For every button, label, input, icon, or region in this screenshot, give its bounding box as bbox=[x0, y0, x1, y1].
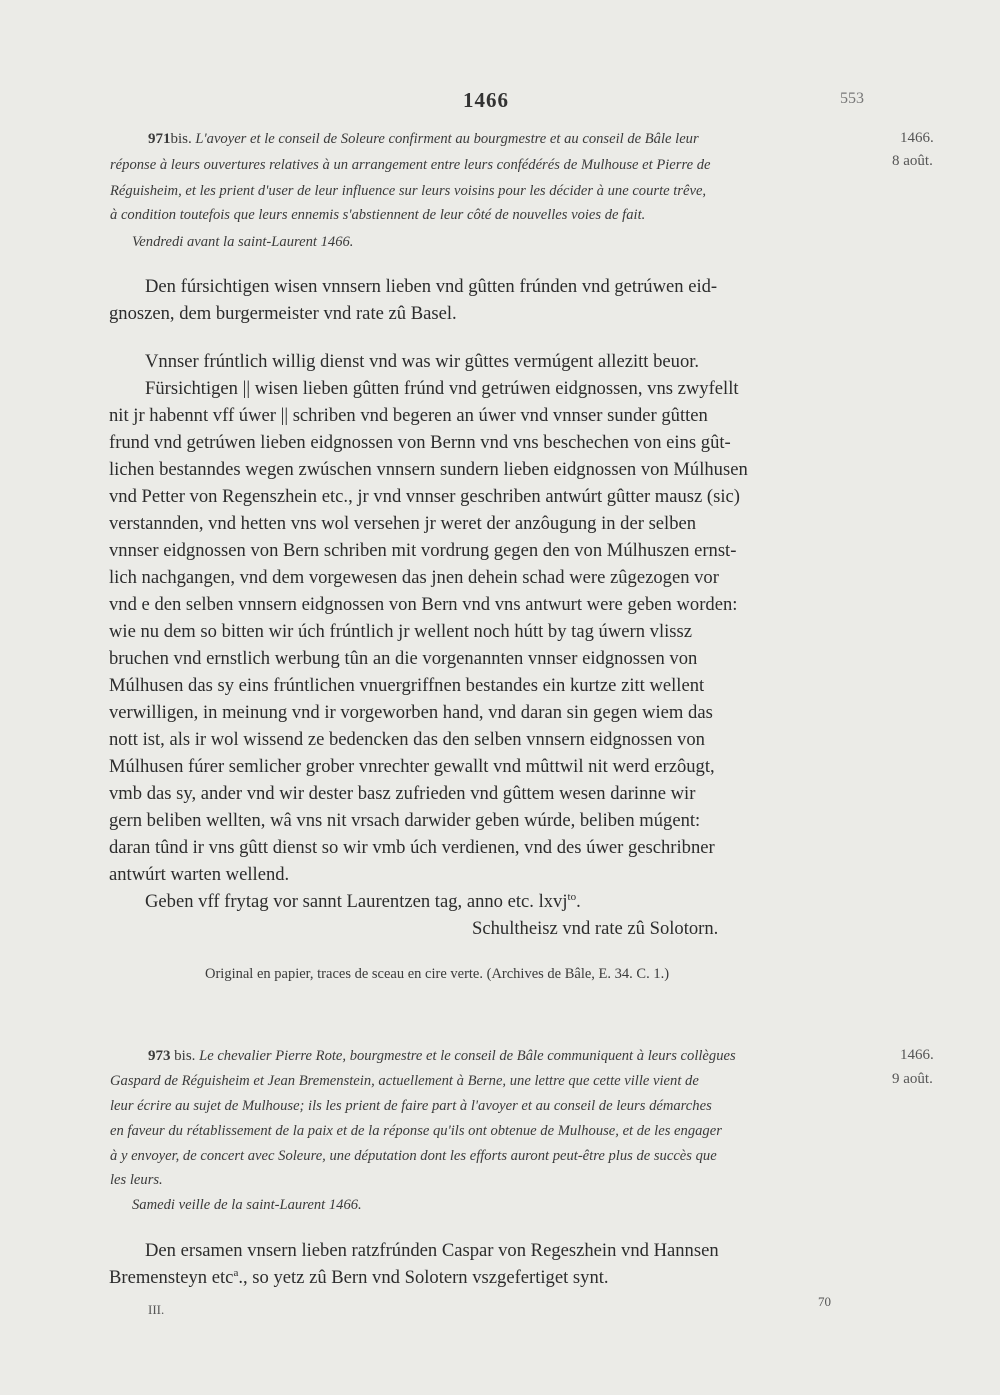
regest-line-971-1 bbox=[148, 131, 699, 148]
entry-bis-973: bis. bbox=[174, 1048, 196, 1064]
text-line-971-12: bruchen vnd ernstlich werbung tûn an die vorgenannten vnnser eidgnossen von bbox=[109, 648, 698, 669]
margin-date-971: 8 août. bbox=[892, 153, 933, 169]
signature-971: Schultheisz vnd rate zû Solotorn. bbox=[472, 918, 719, 939]
address-line-971-1: Den fúrsichtigen wisen vnnsern lieben vnd gûtten frúnden vnd getrúwen eid- bbox=[145, 276, 718, 297]
entry-bis-971: bis. bbox=[170, 131, 192, 147]
text-line-971-16: Múlhusen fúrer semlicher grober vnrechter gewallt vnd mûttwil nit werd erzôugt, bbox=[109, 756, 715, 777]
regest-text: Le chevalier Pierre Rote, bourgmestre et le conseil de Bâle communiquent à leurs collègues bbox=[199, 1048, 736, 1064]
margin-date-973: 9 août. bbox=[892, 1071, 933, 1087]
text-line-971-9: lich nachgangen, vnd dem vorgewesen das jnen dehein schad were zûgezogen vor bbox=[109, 567, 719, 588]
address-text-end: ., so yetz zû Bern vnd Solotern vszgefertiget synt. bbox=[238, 1267, 609, 1289]
text-line-971-15: nott ist, als ir wol wissend ze bedencken das den selben vnnsern eidgnossen von bbox=[109, 729, 705, 750]
text-line-971-17: vmb das sy, ander vnd wir dester basz zufrieden vnd gûttem wesen darinne wir bbox=[109, 783, 696, 804]
closing-text: Geben vff frytag vor sannt Laurentzen tag, anno etc. lxvj bbox=[145, 891, 568, 913]
source-note-971: Original en papier, traces de sceau en cire verte. (Archives de Bâle, E. 34. C. 1.) bbox=[205, 966, 670, 982]
sheet-signature: 70 bbox=[818, 1294, 831, 1309]
text-line-971-20: antwúrt warten wellend. bbox=[109, 864, 290, 885]
text-line-971-5: lichen bestanndes wegen zwúschen vnnsern sundern lieben eidgnossen von Múlhusen bbox=[109, 459, 748, 480]
address-line-971-2: gnoszen, dem burgermeister vnd rate zû Basel. bbox=[109, 303, 457, 324]
margin-year-971: 1466. bbox=[900, 130, 934, 146]
address-superscript: a bbox=[233, 1267, 239, 1279]
date-line-973: Samedi veille de la saint-Laurent 1466. bbox=[132, 1197, 362, 1213]
entry-number-971: 971 bbox=[148, 131, 171, 147]
text-line-971-18: gern beliben wellten, wâ vns nit vrsach darwider geben wúrde, beliben múgent: bbox=[109, 810, 701, 831]
address-text: Bremensteyn etc bbox=[109, 1267, 234, 1289]
text-line-971-3: nit jr habennt vff úwer || schriben vnd begeren an úwer vnd vnnser sunder gûtten bbox=[109, 405, 708, 426]
regest-line-973-3: leur écrire au sujet de Mulhouse; ils les prient de faire part à l'avoyer et au conseil de leurs démarches bbox=[110, 1098, 712, 1114]
regest-line-971-2: réponse à leurs ouvertures relatives à un arrangement entre leurs confédérés de Mulhouse et Pierre de bbox=[110, 157, 711, 173]
text-line-971-1: Vnnser frúntlich willig dienst vnd was wir gûttes vermúgent allezitt beuor. bbox=[145, 351, 700, 372]
closing-line-971 bbox=[145, 891, 581, 913]
entry-number-973: 973 bbox=[148, 1048, 171, 1064]
regest-line-973-6: les leurs. bbox=[110, 1172, 163, 1188]
regest-line-973-4: en faveur du rétablissement de la paix et de la réponse qu'ils ont obtenue de Mulhouse, et de les engager bbox=[110, 1123, 722, 1139]
text-line-971-6: vnd Petter von Regenszhein etc., jr vnd vnnser geschriben antwúrt gûtter mausz (sic) bbox=[109, 486, 740, 507]
closing-end: . bbox=[576, 891, 581, 913]
regest-line-971-4: à condition toutefois que leurs ennemis s'abstiennent de leur côté de nouvelles voies de fait. bbox=[110, 207, 646, 223]
text-line-971-10: vnd e den selben vnnsern eidgnossen von Bern vnd vns antwurt were geben worden: bbox=[109, 594, 738, 615]
regest-text: L'avoyer et le conseil de Soleure confirment au bourgmestre et au conseil de Bâle leur bbox=[195, 131, 699, 147]
text-line-971-13: Múlhusen das sy eins frúntlichen vnuergriffnen bestandes ein kurtze zitt wellent bbox=[109, 675, 705, 696]
text-line-971-11: wie nu dem so bitten wir úch frúntlich jr wellent noch hútt by tag úwern vlissz bbox=[109, 621, 692, 642]
regest-line-973-5: à y envoyer, de concert avec Soleure, une députation dont les efforts auront peut-être plus de succès que bbox=[110, 1148, 717, 1164]
text-line-971-2: Fürsichtigen || wisen lieben gûtten frúnd vnd getrúwen eidgnossen, vns zwyfellt bbox=[145, 378, 739, 399]
text-line-971-19: daran tûnd ir vns gûtt dienst so wir vmb úch verdienen, vnd des úwer geschribner bbox=[109, 837, 715, 858]
margin-year-973: 1466. bbox=[900, 1047, 934, 1063]
volume-marker: III. bbox=[148, 1302, 165, 1317]
regest-line-973-1 bbox=[148, 1048, 736, 1065]
closing-superscript: to bbox=[567, 891, 577, 903]
address-line-973-2 bbox=[109, 1267, 609, 1289]
text-line-971-14: verwilligen, in meinung vnd ir vorgeworben hand, vnd daran sin gegen wiem das bbox=[109, 702, 713, 723]
text-line-971-8: vnnser eidgnossen von Bern schriben mit vordrung gegen den von Múlhuszen ernst- bbox=[109, 540, 737, 561]
page-number: 553 bbox=[840, 90, 864, 107]
address-line-973-1: Den ersamen vnsern lieben ratzfrúnden Caspar von Regeszhein vnd Hannsen bbox=[145, 1240, 719, 1261]
date-line-971: Vendredi avant la saint-Laurent 1466. bbox=[132, 234, 354, 250]
regest-line-973-2: Gaspard de Réguisheim et Jean Bremenstein, actuellement à Berne, une lettre que cette ville vient de bbox=[110, 1073, 699, 1089]
regest-line-971-3: Réguisheim, et les prient d'user de leur influence sur leurs voisins pour les décider à une courte trêve, bbox=[110, 183, 707, 199]
text-line-971-7: verstannden, vnd hetten vns wol versehen jr weret der anzôugung in der selben bbox=[109, 513, 697, 534]
text-line-971-4: frund vnd getrúwen lieben eidgnossen von Bernn vnd vns beschechen von eins gût- bbox=[109, 432, 731, 453]
page-year-header: 1466 bbox=[463, 88, 509, 112]
